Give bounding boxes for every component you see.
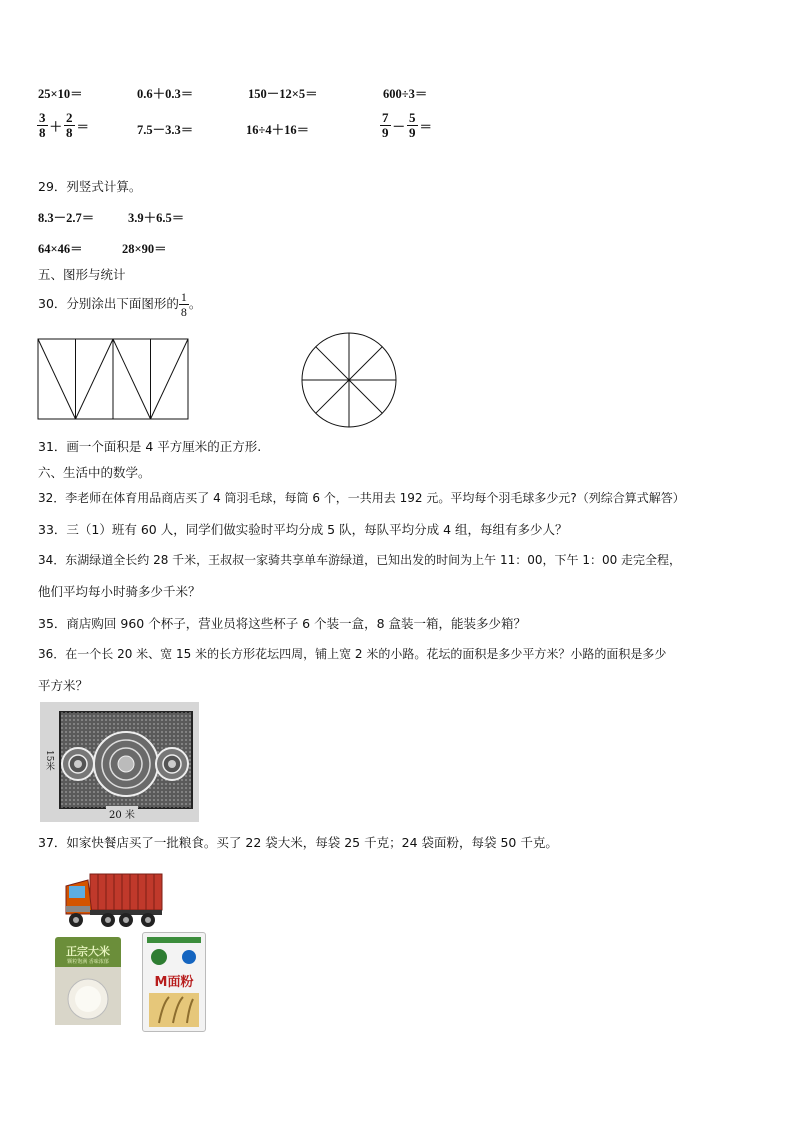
q34-line-2: 他们平均每小时骑多少千米？ (38, 584, 201, 599)
garden-height-label: 15米 (44, 750, 54, 771)
fraction-1-8: $\frac{1}{8}$ (180, 290, 187, 319)
q29-item-2: 3.9＋6.5＝ (128, 211, 185, 225)
q29-item-1: 8.3－2.7＝ (38, 211, 95, 225)
flour-bag-title: M面粉 (154, 975, 194, 990)
q32-text: 32．李老师在体育用品商店买了 4 筒羽毛球，每筒 6 个，一共用去 192 元。平均每个羽毛球多少元?（列综合算式解答） (38, 491, 685, 505)
fraction-5-9: $\frac{5}{9}$ (409, 110, 416, 140)
calc-fraction-add: $\frac{3}{8}$ ＋ $\frac{2}{8}$ ＝ (39, 110, 90, 140)
q36-line-2: 平方米？ (38, 678, 89, 693)
rice-bag-image (55, 937, 121, 1025)
fraction-7-9: $\frac{7}{9}$ (382, 110, 389, 140)
truck-icon (64, 866, 164, 932)
garden-width-label: 20 米 (106, 806, 138, 821)
rectangle-divided-into-triangles (37, 338, 189, 420)
calc-600div3: 600÷3＝ (383, 87, 428, 101)
flour-logo-icon (149, 947, 199, 967)
fraction-2-8: $\frac{2}{8}$ (66, 110, 73, 140)
q30-text: 30．分别涂出下面图形的 $\frac{1}{8}$ 。 (38, 290, 202, 319)
q35-text: 35．商店购回 960 个杯子，营业员将这些杯子 6 个装一盒，8 盒装一箱，能装多少箱？ (38, 616, 527, 631)
garden-photo (40, 702, 199, 822)
calc-25x10: 25×10＝ (38, 87, 83, 101)
calc-16div4+16: 16÷4＋16＝ (246, 123, 310, 137)
calc-150-12x5: 150－12×5＝ (248, 87, 318, 101)
q29-title: 29．列竖式计算。 (38, 179, 142, 194)
section-6-heading: 六、生活中的数学。 (38, 465, 151, 480)
q34-line-1: 34．东湖绿道全长约 28 千米，王叔叔一家骑共享单车游绿道，已知出发的时间为上午 11：00，下午 1：00 走完全程， (38, 553, 682, 567)
q29-item-4: 28×90＝ (122, 242, 167, 256)
q37-text: 37．如家快餐店买了一批粮食。买了 22 袋大米，每袋 25 千克；24 袋面粉，每袋 50 千克。 (38, 835, 558, 850)
rice-bowl-icon (55, 967, 121, 1025)
flour-bag-image (142, 932, 206, 1032)
q33-text: 33．三（1）班有 60 人，同学们做实验时平均分成 5 队，每队平均分成 4 组，每组有多少人？ (38, 522, 568, 537)
q36-line-1: 36．在一个长 20 米、宽 15 米的长方形花坛四周，铺上宽 2 米的小路。花坛的面积是多少平方米？小路的面积是多少 (38, 647, 667, 661)
fraction-3-8: $\frac{3}{8}$ (39, 110, 46, 140)
wheat-icon (149, 993, 199, 1027)
rice-bag-subtitle: 颗粒饱满 香味浓郁 (67, 959, 109, 965)
q31-text: 31．画一个面积是 4 平方厘米的正方形. (38, 439, 262, 454)
circle-divided-into-eighths (300, 331, 398, 429)
calc-fraction-sub: $\frac{7}{9}$ － $\frac{5}{9}$ ＝ (382, 110, 433, 140)
section-5-heading: 五、图形与统计 (38, 267, 126, 282)
rice-bag-title: 正宗大米 (66, 945, 110, 958)
calc-0.6+0.3: 0.6＋0.3＝ (137, 87, 194, 101)
calc-7.5-3.3: 7.5－3.3＝ (137, 123, 194, 137)
q29-item-3: 64×46＝ (38, 242, 83, 256)
